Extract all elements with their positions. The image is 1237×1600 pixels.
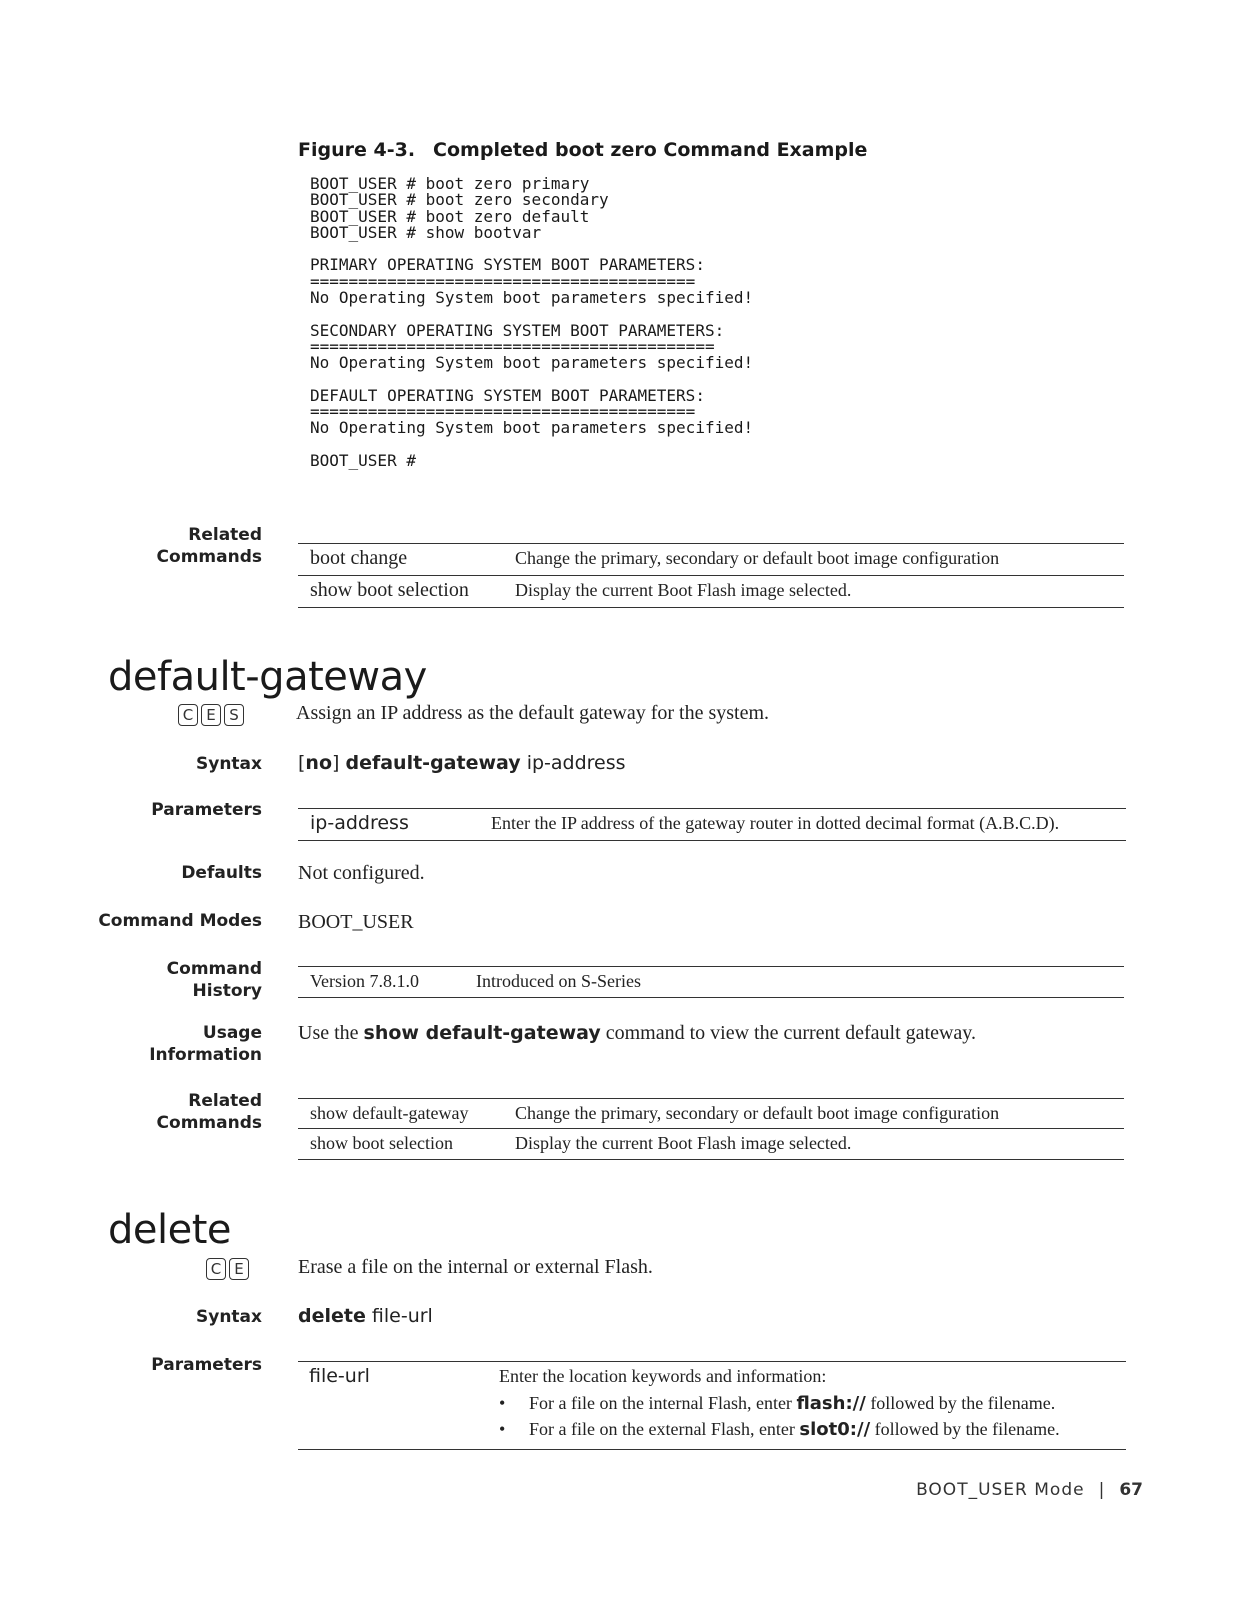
badge-e: E [201, 704, 221, 726]
table-rule [298, 966, 1124, 967]
history-desc: Introduced on S-Series [476, 971, 641, 991]
related-link-show-boot-selection[interactable]: show boot selection [310, 579, 469, 601]
param-bullet: • For a file on the external Flash, enter slot0:// followed by the filename. [499, 1419, 1060, 1440]
command-history-label: Command History [166, 959, 262, 1001]
usage-text [298, 1022, 976, 1045]
command-modes-value: BOOT_USER [298, 911, 414, 933]
defaults-label: Defaults [181, 863, 262, 883]
figure-number: Figure 4-3. [298, 139, 416, 161]
section-heading-delete: delete [108, 1207, 232, 1253]
syntax-line [298, 1305, 433, 1327]
usage-pre: Use the [298, 1022, 359, 1044]
footer-section: BOOT_USER Mode [916, 1480, 1085, 1500]
related-link-show-default-gateway[interactable]: show default-gateway [310, 1103, 469, 1123]
code-example: BOOT_USER # boot zero primary BOOT_USER # boot zero secondary BOOT_USER # boot zero default BOOT_USER # show bootvar PRIMARY OPERATING SYSTEM BOOT PARAMETERS: ======================================== No Operating System boot parameters specified! SECONDARY OPERATING SYSTEM BOOT PARAMETERS: ========================================== No Operating System boot parameters specified! DEFAULT OPERATING SYSTEM BOOT PARAMETERS: ======================================== No Operating System boot parameters specified! BOOT_USER # [310, 174, 754, 471]
table-rule [298, 1128, 1124, 1129]
parameters-label: Parameters [151, 800, 262, 820]
bullet-pre: For a file on the internal Flash, enter [529, 1393, 792, 1413]
table-rule [298, 575, 1124, 576]
related-desc: Display the current Boot Flash image selected. [515, 580, 852, 600]
bullet-keyword: slot0:// [799, 1419, 871, 1440]
syntax-command: default-gateway [345, 752, 521, 774]
related-commands-label: Related Commands [156, 525, 262, 567]
command-description: Erase a file on the internal or external Flash. [298, 1256, 653, 1278]
page-footer [916, 1480, 1143, 1500]
table-rule [298, 607, 1124, 608]
related-commands-label: Related Commands [156, 1091, 262, 1133]
syntax-argument: file-url [371, 1305, 433, 1327]
command-modes-label: Command Modes [98, 911, 262, 931]
bullet-post: followed by the filename. [870, 1393, 1056, 1413]
table-rule [298, 1361, 1126, 1362]
syntax-label: Syntax [196, 1307, 262, 1327]
platform-badges [178, 704, 247, 726]
table-rule [298, 840, 1126, 841]
syntax-command: delete [298, 1305, 366, 1327]
param-desc: Enter the IP address of the gateway router in dotted decimal format (A.B.C.D). [491, 813, 1060, 833]
bullet-keyword: flash:// [796, 1393, 866, 1414]
related-desc: Display the current Boot Flash image selected. [515, 1133, 852, 1153]
parameters-label: Parameters [151, 1355, 262, 1375]
badge-e: E [229, 1258, 249, 1280]
history-version: Version 7.8.1.0 [310, 971, 419, 991]
badge-c: C [206, 1258, 226, 1280]
param-name: file-url [309, 1365, 370, 1387]
related-link-boot-change[interactable]: boot change [310, 547, 408, 569]
syntax-bracket: [ [298, 752, 306, 774]
platform-badges [206, 1258, 252, 1280]
syntax-line [298, 752, 626, 774]
bullet-post: followed by the filename. [874, 1419, 1060, 1439]
table-rule [298, 1449, 1126, 1450]
figure-title [298, 139, 867, 161]
related-desc: Change the primary, secondary or default boot image configuration [515, 1103, 1000, 1123]
section-heading-default-gateway: default-gateway [108, 654, 427, 700]
param-intro: Enter the location keywords and information: [499, 1366, 827, 1386]
figure-caption: Completed boot zero Command Example [433, 139, 868, 161]
usage-information-label: Usage Information [149, 1023, 262, 1065]
syntax-label: Syntax [196, 754, 262, 774]
usage-post: command to view the current default gateway. [605, 1022, 976, 1044]
syntax-keyword-no: no [305, 752, 333, 774]
param-bullet: • For a file on the internal Flash, enter flash:// followed by the filename. [499, 1393, 1056, 1414]
syntax-argument: ip-address [526, 752, 626, 774]
page-number: 67 [1119, 1480, 1143, 1500]
related-desc: Change the primary, secondary or default boot image configuration [515, 548, 1000, 568]
table-rule [298, 997, 1124, 998]
table-rule [298, 1098, 1124, 1099]
bullet-pre: For a file on the external Flash, enter [529, 1419, 795, 1439]
command-description: Assign an IP address as the default gateway for the system. [296, 702, 770, 724]
table-rule [298, 543, 1124, 544]
footer-separator: | [1098, 1480, 1106, 1500]
syntax-bracket: ] [332, 752, 340, 774]
usage-command: show default-gateway [363, 1022, 601, 1044]
defaults-value: Not configured. [298, 862, 425, 884]
param-name: ip-address [310, 812, 409, 834]
badge-c: C [178, 704, 198, 726]
badge-s: S [224, 704, 244, 726]
table-rule [298, 1159, 1124, 1160]
related-link-show-boot-selection[interactable]: show boot selection [310, 1133, 453, 1153]
table-rule [298, 808, 1126, 809]
